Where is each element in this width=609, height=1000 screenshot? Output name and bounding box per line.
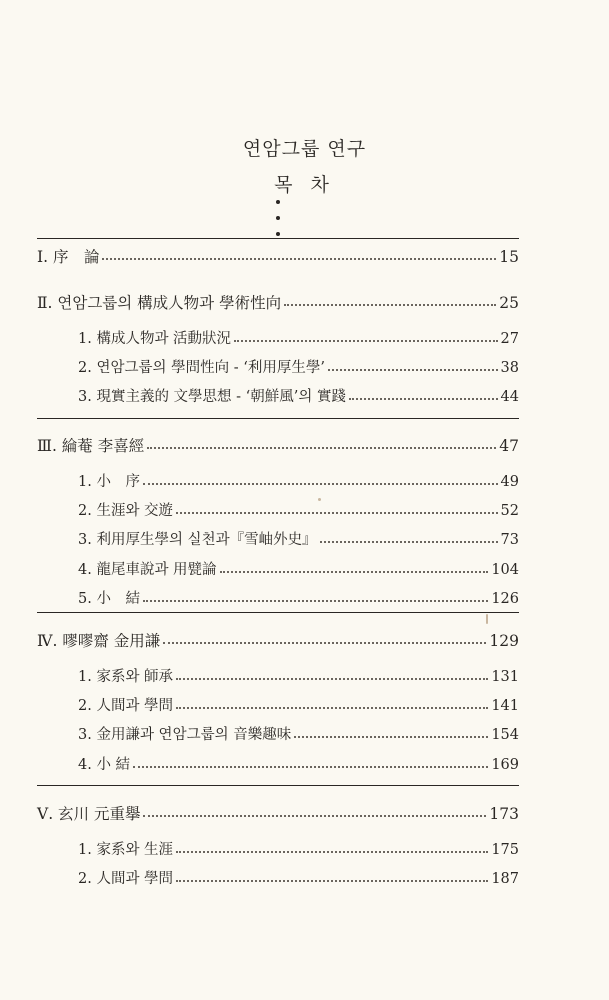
section-entry-title: 2. 人間과 學問 [78, 698, 174, 714]
dot-leader [349, 398, 498, 400]
chapter-entry-title: Ⅳ. 嘐嘐齋 金用謙 [37, 632, 161, 650]
dot-leader [102, 258, 496, 260]
section-entry-page-number: 73 [500, 532, 519, 548]
section-entry[interactable] [78, 723, 519, 743]
chapter-entry-page-number: 129 [489, 632, 519, 650]
section-entry[interactable] [78, 385, 519, 405]
section-entry-title: 5. 小 結 [78, 591, 140, 607]
dot-leader [133, 766, 488, 768]
dot-leader [220, 571, 489, 573]
section-entry[interactable] [78, 470, 519, 490]
section-entry[interactable] [78, 587, 519, 607]
paper-speck [318, 498, 321, 501]
section-rule [37, 238, 519, 239]
book-title: 연암그룹 연구 [242, 138, 367, 160]
section-rule [37, 418, 519, 419]
chapter-entry-title: Ⅲ. 綸菴 李喜經 [37, 437, 145, 455]
dot-leader [176, 851, 488, 853]
section-entry-page-number: 44 [500, 389, 519, 405]
chapter-entry-title: Ⅴ. 玄川 元重擧 [37, 805, 141, 823]
section-entry-title: 4. 龍尾車說과 用甓論 [78, 562, 217, 578]
section-entry[interactable] [78, 867, 519, 887]
section-entry-page-number: 27 [500, 331, 519, 347]
section-entry-page-number: 169 [491, 757, 519, 773]
section-entry-page-number: 126 [491, 591, 519, 607]
chapter-entry-title: Ⅰ. 序 論 [37, 248, 100, 266]
section-entry-page-number: 154 [491, 727, 519, 743]
dot-leader [328, 369, 498, 371]
section-entry-page-number: 104 [491, 562, 519, 578]
section-entry-page-number: 52 [500, 503, 519, 519]
section-entry[interactable] [78, 327, 519, 347]
section-entry[interactable] [78, 694, 519, 714]
section-entry-page-number: 49 [500, 474, 519, 490]
toc-heading: 목 차 [274, 174, 335, 196]
section-entry-page-number: 141 [491, 698, 519, 714]
chapter-entry[interactable] [37, 434, 519, 454]
section-entry[interactable] [78, 356, 519, 376]
chapter-entry[interactable] [37, 291, 519, 311]
section-rule [37, 612, 519, 613]
chapter-entry[interactable] [37, 802, 519, 822]
section-entry-title: 2. 연암그룹의 學問性向 - ‘利用厚生學’ [78, 360, 325, 376]
dot-leader [284, 304, 496, 306]
section-entry-page-number: 175 [491, 842, 519, 858]
dot-leader [176, 512, 497, 514]
dot-leader [176, 880, 488, 882]
dot-leader [143, 815, 486, 817]
dot-leader [147, 447, 496, 449]
section-entry[interactable] [78, 838, 519, 858]
section-entry-title: 1. 構成人物과 活動狀況 [78, 331, 232, 347]
dot-leader [234, 340, 497, 342]
dot-leader [294, 736, 488, 738]
chapter-entry[interactable] [37, 629, 519, 649]
dot-leader [176, 707, 488, 709]
chapter-entry[interactable] [37, 245, 519, 265]
section-entry-title: 3. 利用厚生學의 실천과『雪岫外史』 [78, 532, 317, 548]
dot-leader [143, 600, 488, 602]
dot-leader [163, 642, 486, 644]
section-entry-title: 2. 生涯와 交遊 [78, 503, 174, 519]
section-entry-title: 1. 小 序 [78, 474, 140, 490]
section-entry-title: 1. 家系와 師承 [78, 669, 174, 685]
chapter-entry-page-number: 173 [489, 805, 519, 823]
section-entry-title: 2. 人間과 學問 [78, 871, 174, 887]
section-rule [37, 785, 519, 786]
section-entry[interactable] [78, 558, 519, 578]
section-entry[interactable] [78, 499, 519, 519]
section-entry-page-number: 187 [491, 871, 519, 887]
chapter-entry-page-number: 25 [499, 294, 519, 312]
dot-leader [320, 541, 498, 543]
section-entry[interactable] [78, 665, 519, 685]
chapter-entry-page-number: 15 [499, 248, 519, 266]
dot-leader [176, 678, 488, 680]
chapter-entry-title: Ⅱ. 연암그룹의 構成人物과 學術性向 [37, 294, 282, 312]
chapter-entry-page-number: 47 [499, 437, 519, 455]
section-entry-page-number: 38 [500, 360, 519, 376]
section-entry[interactable] [78, 753, 519, 773]
paper-speck [486, 614, 488, 624]
section-entry-title: 1. 家系와 生涯 [78, 842, 174, 858]
section-entry[interactable] [78, 528, 519, 548]
section-entry-title: 4. 小 結 [78, 757, 131, 773]
section-entry-page-number: 131 [491, 669, 519, 685]
section-entry-title: 3. 金用謙과 연암그룹의 音樂趣味 [78, 727, 292, 743]
section-entry-title: 3. 現實主義的 文學思想 - ‘朝鮮風’의 實踐 [78, 389, 347, 405]
dot-leader [143, 483, 498, 485]
